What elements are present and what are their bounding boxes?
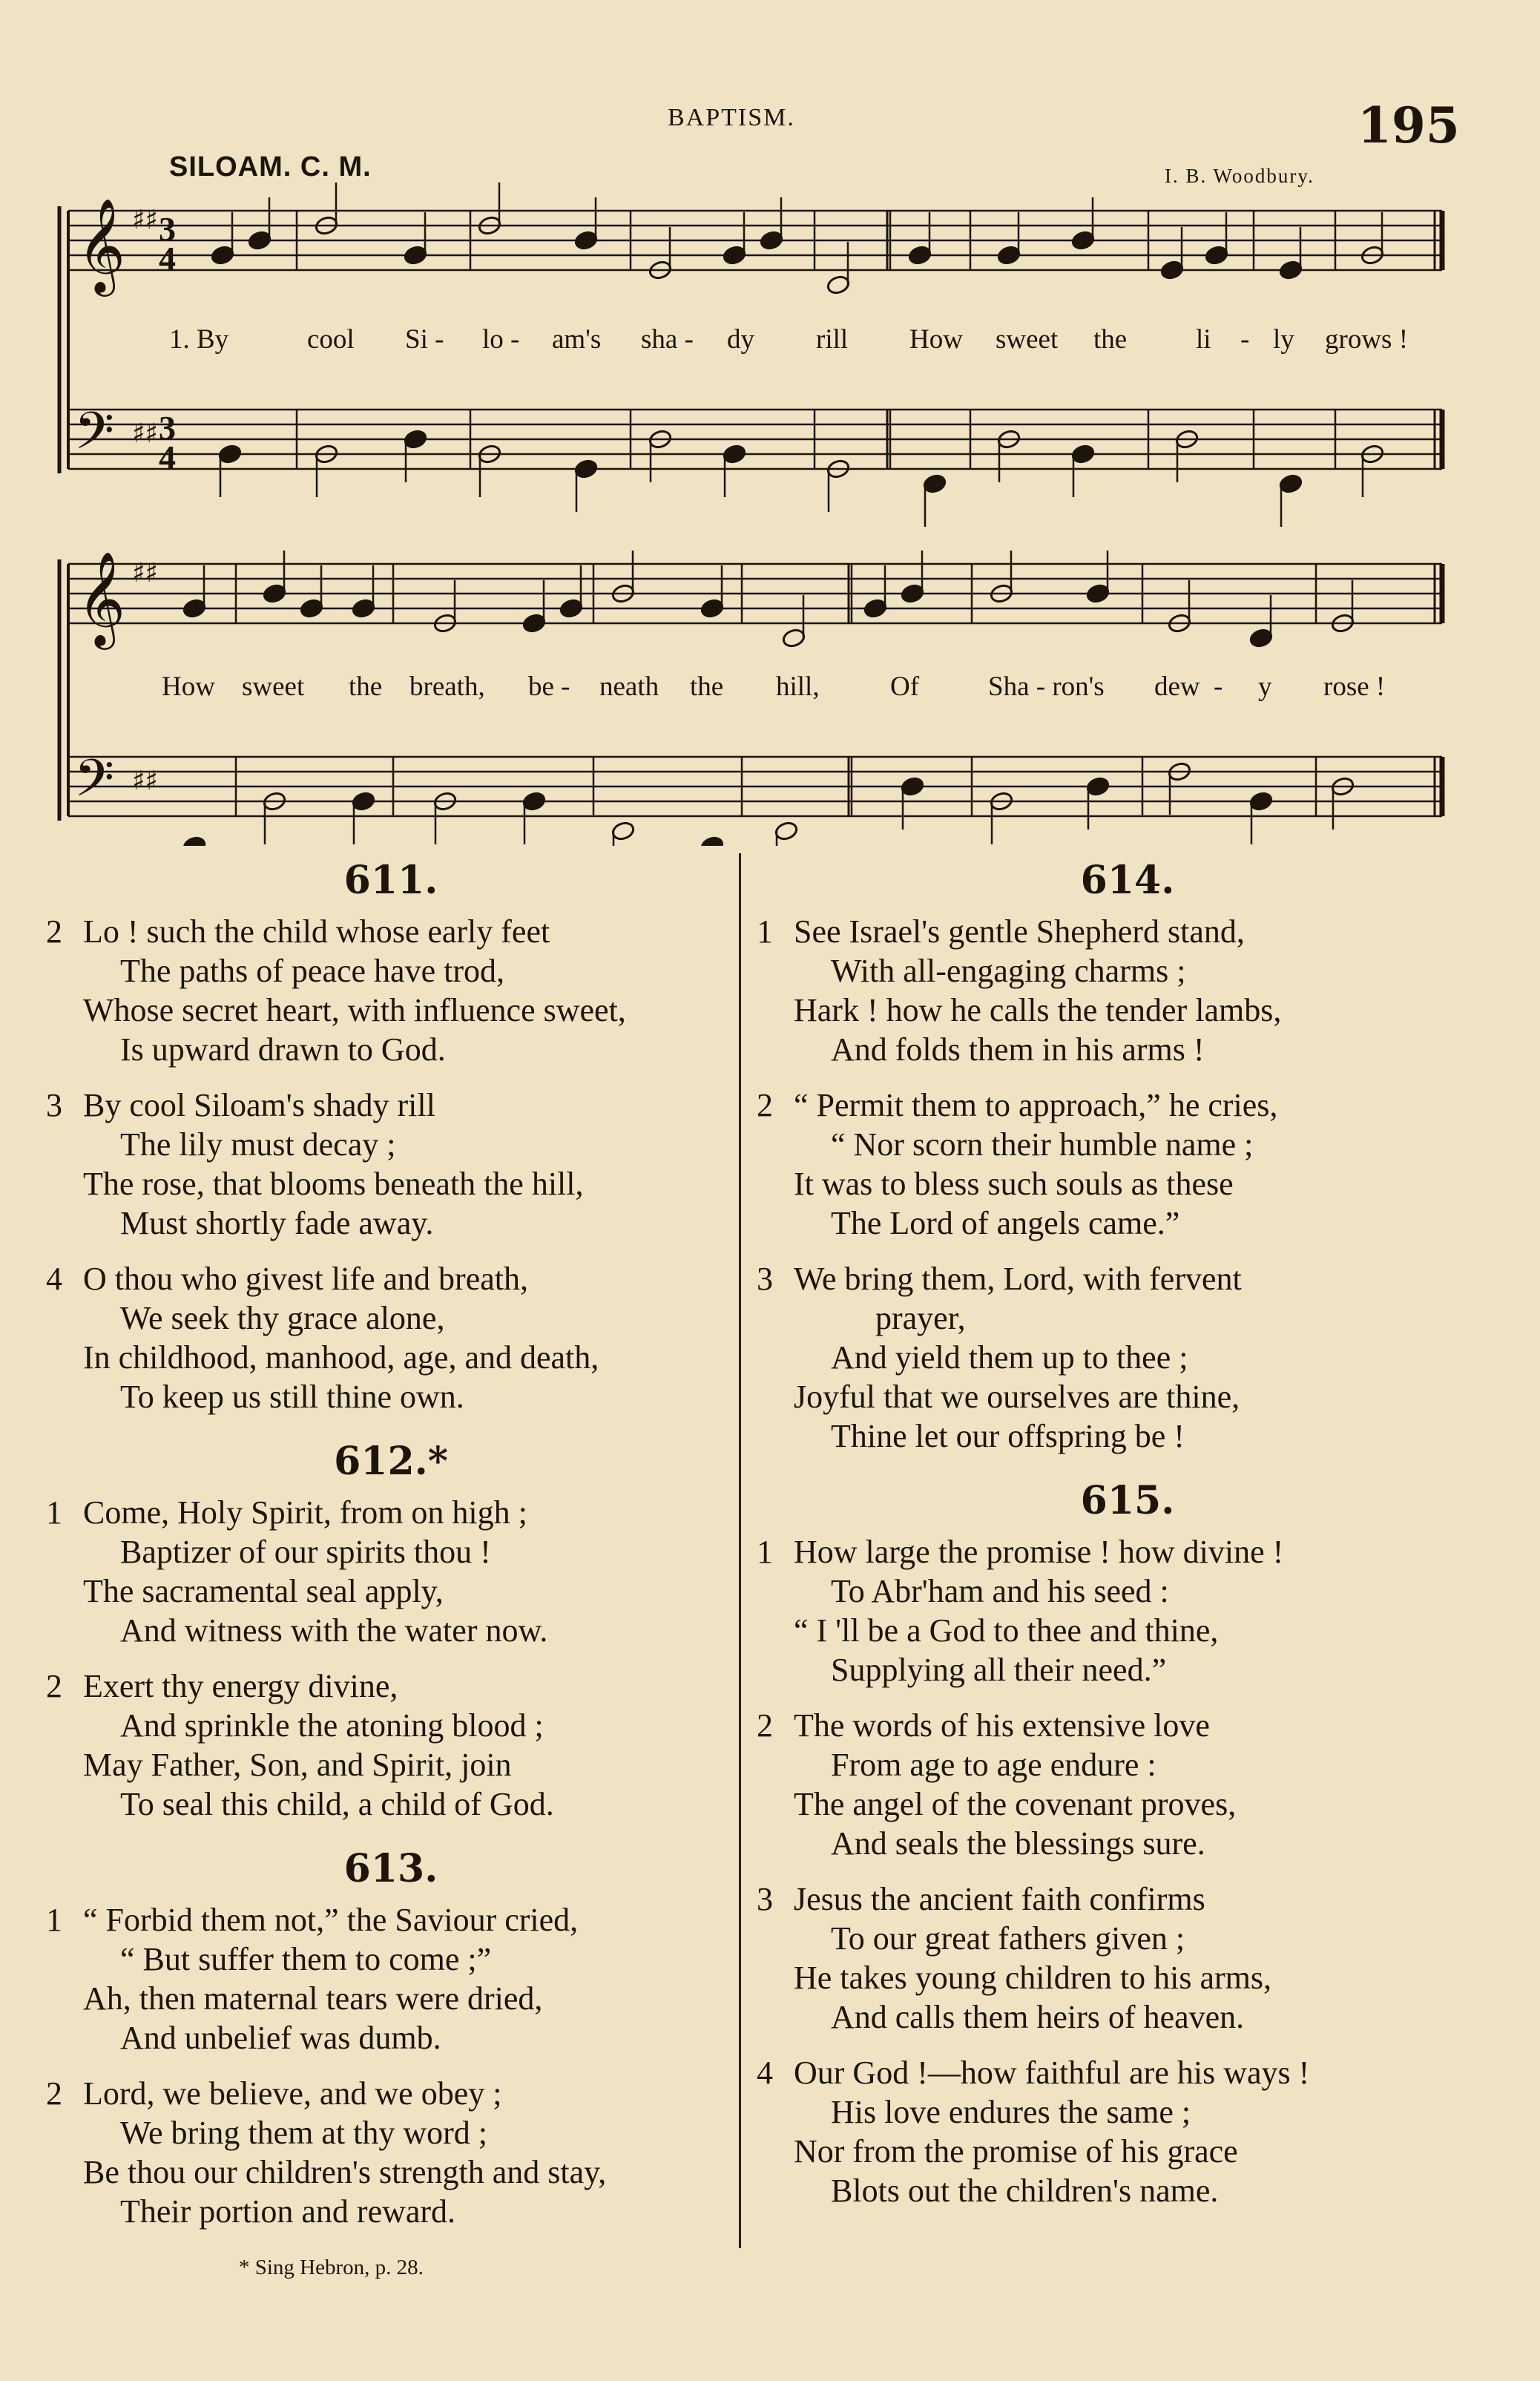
verse-line: The sacramental seal apply, (83, 1573, 444, 1609)
verse-line: Their portion and reward. (120, 2193, 456, 2230)
lyric-syllable: the (349, 671, 383, 702)
verse-line: Ah, then maternal tears were dried, (83, 1980, 543, 2017)
column-divider (739, 853, 741, 2248)
verse-line (46, 2074, 736, 2113)
lyric-syllable: the (1093, 324, 1128, 355)
key-sharp-icon: ♯♯ (132, 558, 158, 588)
note-head (900, 583, 924, 604)
verse-text: Lord, we believe, and we obey ; (83, 2075, 502, 2112)
lyric-syllable: rill (816, 324, 849, 355)
verse-line: It was to bless such souls as these (794, 1166, 1234, 1202)
verse-number: 1 (46, 1902, 62, 1938)
verse-line: His love endures the same ; (831, 2094, 1191, 2130)
verse-number: 2 (46, 2075, 62, 2112)
note-head (247, 230, 272, 251)
verse (757, 1259, 1498, 1456)
verse-line: Blots out the children's name. (831, 2173, 1219, 2209)
verse-text: “ Permit them to approach,” he cries, (794, 1087, 1278, 1123)
note-head (700, 598, 724, 619)
composer: I. B. Woodbury. (1165, 165, 1314, 187)
tune-name: SILOAM. C. M. (169, 151, 372, 183)
lyric-syllable: neath (599, 671, 659, 702)
hymn-number: 612.* (334, 1439, 448, 1484)
lyric-syllable: How (162, 671, 215, 702)
note-head (521, 613, 546, 634)
verse (46, 1259, 736, 1416)
note-head (351, 598, 375, 619)
lyric-syllable: - (1214, 671, 1223, 702)
verse-line: Joyful that we ourselves are thine, (794, 1379, 1240, 1415)
verse-text: Exert thy energy divine, (83, 1668, 398, 1704)
note-head (700, 835, 724, 846)
verse-line: prayer, (875, 1300, 966, 1336)
verse-text: By cool Siloam's shady rill (83, 1087, 435, 1123)
verse-text: We bring them, Lord, with fervent (794, 1261, 1242, 1297)
lyric-syllable: the (690, 671, 724, 702)
note-head (611, 821, 635, 841)
verse-number: 1 (757, 913, 773, 950)
bass-clef-icon: 𝄢 (74, 748, 115, 821)
verse-number: 2 (757, 1087, 773, 1123)
note-head (996, 245, 1021, 266)
music-score (0, 0, 1540, 846)
verse-line (757, 1706, 1498, 1745)
lyric-syllable: grows ! (1325, 324, 1409, 355)
verse-line: Is upward drawn to God. (120, 1031, 446, 1068)
verse-number: 2 (757, 1707, 773, 1744)
note-head (722, 245, 746, 266)
verse (46, 1493, 736, 1650)
lyric-syllable: dy (727, 324, 754, 355)
verse-line: The Lord of angels came.” (831, 1205, 1180, 1241)
verse (757, 1706, 1498, 1863)
note-head (1278, 260, 1303, 280)
hymn-number: 614. (1080, 858, 1175, 903)
note-head (573, 230, 598, 251)
verse-line (46, 1900, 736, 1940)
verse-line (757, 1879, 1498, 1919)
lyric-syllable: hill, (776, 671, 820, 702)
lyric-syllable: - (1240, 324, 1250, 355)
note-head (1248, 791, 1273, 812)
verse-number: 1 (46, 1494, 62, 1531)
lyric-syllable: dew (1154, 671, 1200, 702)
time-signature-icon: 3 (159, 409, 176, 447)
treble-clef-icon: 𝄞 (77, 197, 126, 292)
verse (757, 1879, 1498, 2037)
verse-line: Must shortly fade away. (120, 1205, 434, 1241)
lyric-syllable: 1. By (169, 324, 229, 355)
verse (757, 912, 1498, 1069)
verse-line: To seal this child, a child of God. (120, 1786, 554, 1822)
verse (757, 2053, 1498, 2210)
verse-line: He takes young children to his arms, (794, 1960, 1271, 1996)
verse-line: And unbelief was dumb. (120, 2020, 441, 2056)
note-head (907, 245, 932, 266)
verse-number: 2 (46, 1668, 62, 1704)
note-head (1070, 444, 1095, 464)
note-head (182, 835, 206, 846)
note-head (403, 245, 427, 266)
time-signature-icon: 4 (159, 240, 176, 277)
lyric-syllable: rose ! (1323, 671, 1386, 702)
verse-line (757, 1086, 1498, 1125)
note-head (759, 230, 783, 251)
verse-line: “ But suffer them to come ;” (120, 1941, 492, 1977)
lyric-syllable: Of (890, 671, 920, 702)
note-head (1248, 628, 1273, 648)
verse-line: “ I 'll be a God to thee and thine, (794, 1612, 1219, 1649)
note-head (262, 583, 286, 604)
verse-line: From age to age endure : (831, 1747, 1156, 1783)
note-head (210, 245, 234, 266)
lyric-syllable: y (1258, 671, 1272, 702)
verse-line: The angel of the covenant proves, (794, 1786, 1237, 1822)
verse-line: The rose, that blooms beneath the hill, (83, 1166, 584, 1202)
verse-line: Nor from the promise of his grace (794, 2133, 1238, 2170)
verse-line (46, 1666, 736, 1706)
verse (46, 912, 736, 1069)
verse-line: With all-engaging charms ; (831, 953, 1186, 989)
note-head (863, 598, 887, 619)
note-head (1070, 230, 1095, 251)
verse-number: 3 (757, 1261, 773, 1297)
verse-number: 3 (757, 1881, 773, 1917)
verse-line: And seals the blessings sure. (831, 1825, 1205, 1862)
lyric-syllable: sweet (996, 324, 1059, 355)
note-head (403, 429, 427, 450)
key-sharp-icon: ♯♯ (132, 418, 158, 449)
key-sharp-icon: ♯♯ (132, 766, 158, 796)
verse-text: Jesus the ancient faith confirms (794, 1881, 1205, 1917)
verse-line: We bring them at thy word ; (120, 2115, 488, 2151)
lyric-syllable: sweet (242, 671, 305, 702)
verse-line: Baptizer of our spirits thou ! (120, 1534, 491, 1570)
verse-line (757, 1259, 1498, 1298)
verse (46, 1900, 736, 2057)
note-head (559, 598, 583, 619)
lyric-syllable: breath, (409, 671, 485, 702)
verse (757, 1086, 1498, 1243)
verse-text: O thou who givest life and breath, (83, 1261, 528, 1297)
note-head (826, 275, 850, 295)
verse-line: “ Nor scorn their humble name ; (831, 1126, 1254, 1163)
verse-number: 1 (757, 1534, 773, 1570)
verse-text: Come, Holy Spirit, from on high ; (83, 1494, 527, 1531)
verse (757, 1532, 1498, 1689)
note-head (774, 821, 798, 841)
verse-text: “ Forbid them not,” the Saviour cried, (83, 1902, 579, 1938)
treble-clef-icon: 𝄞 (77, 551, 126, 646)
verse-line: We seek thy grace alone, (120, 1300, 445, 1336)
lyric-syllable: li (1196, 324, 1211, 355)
verse-text: The words of his extensive love (794, 1707, 1210, 1744)
verse-line (46, 912, 736, 951)
note-head (781, 628, 806, 648)
lyric-syllable: cool (307, 324, 355, 355)
note-head (900, 776, 924, 797)
verse-line: The lily must decay ; (120, 1126, 396, 1163)
verse-number: 4 (757, 2055, 773, 2091)
lyric-syllable: Si - (405, 324, 444, 355)
verse-text: How large the promise ! how divine ! (794, 1534, 1284, 1570)
note-head (1278, 473, 1303, 494)
verse (46, 1666, 736, 1824)
verse-line (46, 1086, 736, 1125)
note-head (722, 444, 746, 464)
verse-line: Supplying all their need.” (831, 1652, 1167, 1688)
verse (46, 2074, 736, 2231)
lyric-syllable: am's (552, 324, 602, 355)
lyric-syllable: be - (528, 671, 570, 702)
hymn-number: 615. (1080, 1478, 1175, 1523)
key-sharp-icon: ♯♯ (132, 205, 158, 235)
bass-clef-icon: 𝄢 (74, 401, 115, 473)
page-number: 195 (1358, 96, 1460, 154)
verse-line: The paths of peace have trod, (120, 953, 504, 989)
note-head (351, 791, 375, 812)
time-signature-icon: 4 (159, 439, 176, 476)
verse-line: To our great fathers given ; (831, 1920, 1185, 1957)
verse-line: And yield them up to thee ; (831, 1339, 1188, 1376)
verse-text: See Israel's gentle Shepherd stand, (794, 913, 1245, 950)
verse-line (757, 2053, 1498, 2092)
lyric-syllable: lo - (482, 324, 520, 355)
verse-line: And sprinkle the atoning blood ; (120, 1707, 544, 1744)
note-head (1085, 776, 1110, 797)
verse-number: 2 (46, 913, 62, 950)
lyric-syllable: Sha - ron's (988, 671, 1105, 702)
hymn-number: 611. (343, 858, 438, 903)
verse-line: And folds them in his arms ! (831, 1031, 1205, 1068)
verse-line: To keep us still thine own. (120, 1379, 464, 1415)
note-head (299, 598, 323, 619)
verse-line (757, 912, 1498, 951)
right-column (757, 846, 1498, 2227)
verse-line (46, 1493, 736, 1532)
note-head (521, 791, 546, 812)
note-head (182, 598, 206, 619)
verse-line: And witness with the water now. (120, 1612, 548, 1649)
verse-line: Hark ! how he calls the tender lambs, (794, 992, 1282, 1028)
verse-line (757, 1532, 1498, 1572)
hymn-number: 613. (343, 1846, 438, 1891)
verse-number: 4 (46, 1261, 62, 1297)
section-header: BAPTISM. (668, 104, 795, 131)
note-head (1085, 583, 1110, 604)
note-head (1159, 260, 1184, 280)
verse-line: May Father, Son, and Spirit, join (83, 1747, 512, 1783)
verse (46, 1086, 736, 1243)
note-head (922, 473, 947, 494)
verse-line: Thine let our offspring be ! (831, 1418, 1185, 1454)
note-head (217, 444, 242, 464)
lyric-syllable: How (909, 324, 963, 355)
verse-line: In childhood, manhood, age, and death, (83, 1339, 599, 1376)
verse-line: And calls them heirs of heaven. (831, 1999, 1245, 2035)
verse-line: To Abr'ham and his seed : (831, 1573, 1169, 1609)
lyric-syllable: sha - (641, 324, 694, 355)
verse-number: 3 (46, 1087, 62, 1123)
time-signature-icon: 3 (159, 210, 176, 248)
lyric-syllable: ly (1273, 324, 1294, 355)
verse-line: Whose secret heart, with influence sweet, (83, 992, 626, 1028)
left-column (46, 846, 736, 2247)
note-head (1204, 245, 1228, 266)
footnote: * Sing Hebron, p. 28. (239, 2256, 424, 2279)
verse-text: Our God !—how faithful are his ways ! (794, 2055, 1310, 2091)
verse-text: Lo ! such the child whose early feet (83, 913, 550, 950)
verse-line (46, 1259, 736, 1298)
note-head (573, 459, 598, 479)
verse-line: Be thou our children's strength and stay, (83, 2154, 607, 2190)
